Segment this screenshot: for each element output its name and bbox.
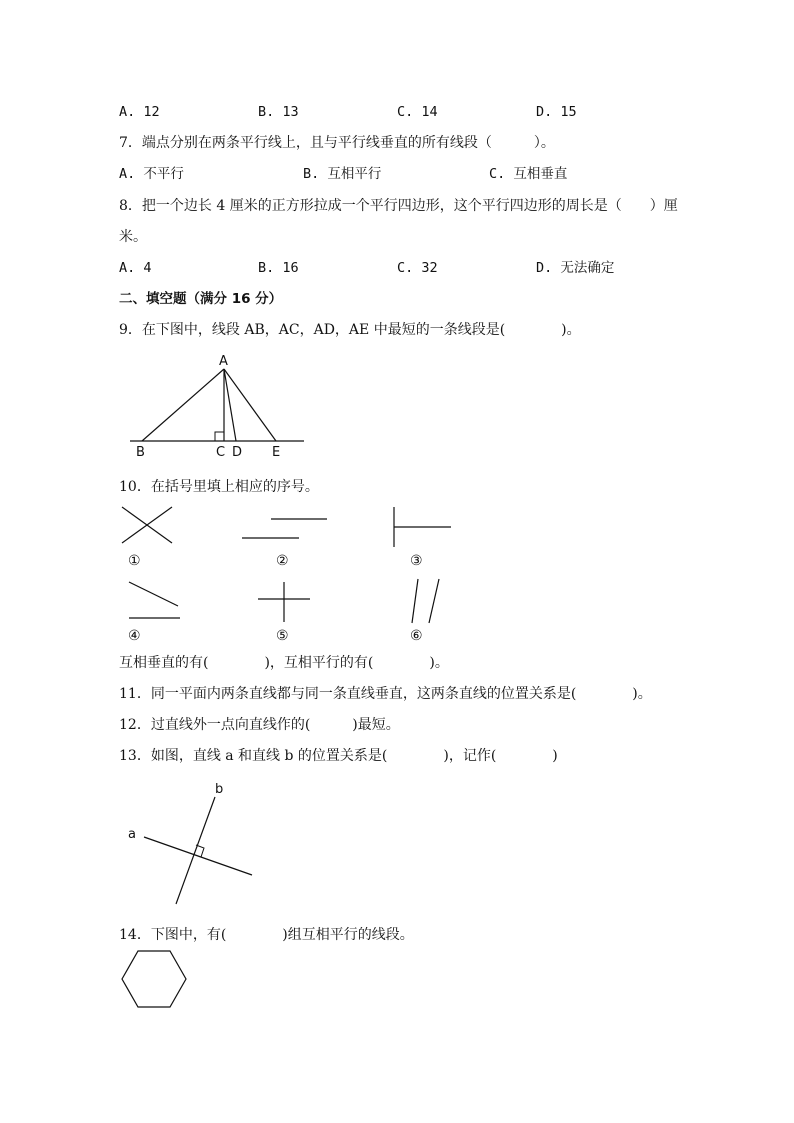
q10-answer-line: 互相垂直的有( )，互相平行的有( )。 [119, 655, 449, 671]
q7-stem: 7．端点分别在两条平行线上，且与平行线垂直的所有线段（ ）。 [119, 135, 555, 151]
q13-stem: 13．如图，直线 a 和直线 b 的位置关系是( )，记作( ) [119, 748, 558, 764]
q6-option-d: D. 15 [536, 104, 577, 120]
fig-6-parallel-slants [408, 576, 458, 628]
hexagon-figure [119, 948, 189, 1010]
q6-option-b: B. 13 [258, 104, 299, 120]
fig-5-cross [254, 578, 318, 626]
q6-option-a: A. 12 [119, 104, 160, 120]
q9-stem: 9．在下图中，线段 AB，AC，AD，AE 中最短的一条线段是( )。 [119, 322, 581, 338]
q10-stem: 10．在括号里填上相应的序号。 [119, 479, 319, 495]
q7-option-a: A. 不平行 [119, 166, 184, 182]
q8-option-a: A. 4 [119, 260, 152, 276]
q8-option-d: D. 无法确定 [536, 260, 615, 276]
fig-5-mark: ⑤ [276, 628, 289, 644]
q8-stem-cont: 米。 [119, 229, 147, 245]
fig-1-mark: ① [128, 553, 141, 569]
q13-perpendicular-figure [124, 780, 274, 910]
q7-option-b: B. 互相平行 [303, 166, 382, 182]
fig-4-slanted-lines [124, 578, 194, 626]
label-b: B [136, 445, 145, 460]
fig-3-mark: ③ [410, 553, 423, 569]
fig-3-perpendicular-t [390, 503, 460, 551]
fig-2-parallel-offset [238, 510, 338, 550]
q8-option-b: B. 16 [258, 260, 299, 276]
label-c: C [216, 445, 226, 460]
label-d: D [232, 445, 243, 460]
q14-stem: 14．下图中，有( )组互相平行的线段。 [119, 927, 414, 943]
q12-stem: 12．过直线外一点向直线作的( )最短。 [119, 717, 400, 733]
q9-triangle-figure [126, 350, 326, 460]
q11-stem: 11．同一平面内两条直线都与同一条直线垂直，这两条直线的位置关系是( )。 [119, 686, 652, 702]
q8-stem: 8．把一个边长 4 厘米的正方形拉成一个平行四边形，这个平行四边形的周长是（ ）厘 [119, 198, 678, 214]
fig-1-intersecting-lines [118, 503, 178, 547]
q8-option-c: C. 32 [397, 260, 438, 276]
line-a-label: a [128, 827, 136, 842]
label-a: A [219, 354, 228, 369]
line-b-label: b [215, 782, 224, 797]
q7-option-c: C. 互相垂直 [489, 166, 568, 182]
section-title: 二、填空题（满分 16 分） [119, 291, 283, 307]
q6-option-c: C. 14 [397, 104, 438, 120]
fig-2-mark: ② [276, 553, 289, 569]
label-e: E [272, 445, 281, 460]
fig-4-mark: ④ [128, 628, 141, 644]
fig-6-mark: ⑥ [410, 628, 423, 644]
